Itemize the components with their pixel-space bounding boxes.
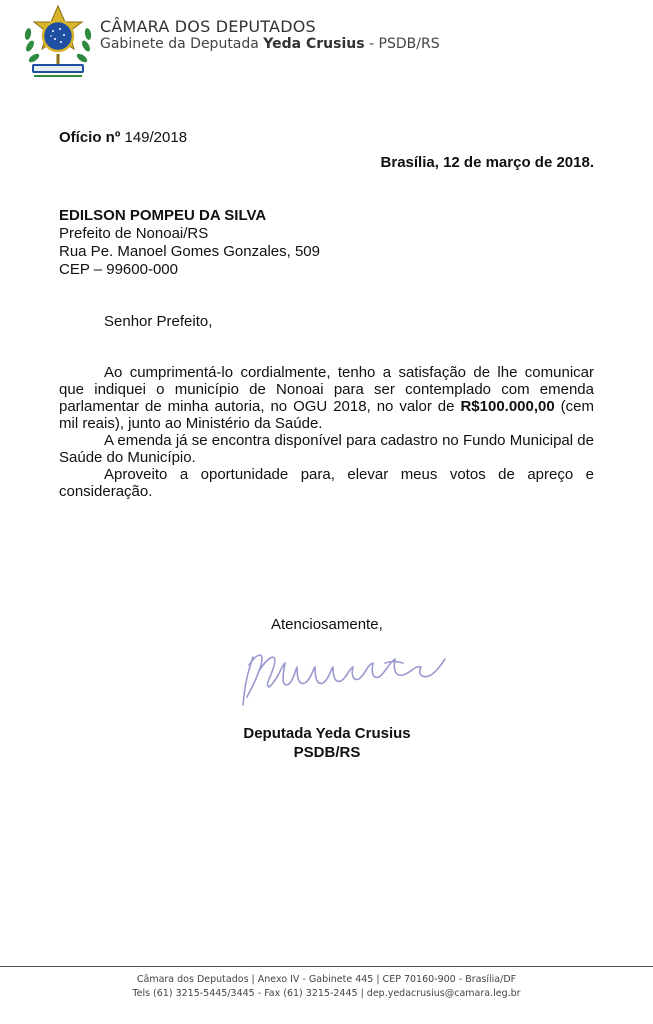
amount: R$100.000,00 (460, 398, 555, 415)
reference-number: 149/2018 (120, 129, 188, 146)
reference-label: Ofício nº (59, 129, 121, 146)
place-date: Brasília, 12 de março de 2018. (380, 154, 594, 171)
footer-contact: Tels (61) 3215-5445/3445 - Fax (61) 3215-2445 | dep.yedacrusius@camara.leg.br (132, 988, 521, 999)
recipient-street: Rua Pe. Manoel Gomes Gonzales, 509 (59, 243, 320, 260)
footer-divider (0, 966, 653, 967)
institution-name: CÂMARA DOS DEPUTADOS (100, 17, 316, 36)
paragraph-3: Aproveito a oportunidade para, elevar meus votos de apreço e consideração. (59, 466, 594, 500)
office-name: Yeda Crusius (263, 36, 365, 52)
signer-name: Deputada Yeda Crusius (243, 725, 411, 742)
letter-reference (59, 129, 187, 147)
coat-of-arms-icon (20, 4, 96, 82)
salutation: Senhor Prefeito, (104, 313, 213, 330)
footer-address: Câmara dos Deputados | Anexo IV - Gabinete 445 | CEP 70160-900 - Brasília/DF (136, 974, 517, 985)
p1-text-a: Ao cumprimentá-lo cordialmente, tenho a satisfação de lhe comunicar que indiquei o município de Nonoai para ser contemplado com emenda parlamentar de minha autoria, no OGU 2018, no valor de (59, 364, 594, 415)
signature-icon (235, 645, 455, 713)
letter-body (59, 364, 594, 500)
p1-text-b: (cem mil reais), junto ao Ministério da Saúde. (59, 398, 594, 432)
paragraph-2: A emenda já se encontra disponível para cadastro no Fundo Municipal de Saúde do Município. (59, 432, 594, 466)
paragraph-1 (59, 364, 594, 432)
office-prefix: Gabinete da Deputada (100, 36, 264, 52)
recipient-title: Prefeito de Nonoai/RS (59, 225, 209, 242)
signer-party: PSDB/RS (293, 744, 361, 761)
recipient-name: EDILSON POMPEU DA SILVA (59, 207, 267, 224)
office-suffix: - PSDB/RS (364, 36, 440, 52)
recipient-zip: CEP – 99600-000 (59, 261, 178, 278)
office-line (100, 36, 440, 52)
recipient-block (59, 207, 320, 279)
signer-block (241, 724, 413, 762)
closing: Atenciosamente, (271, 616, 383, 633)
